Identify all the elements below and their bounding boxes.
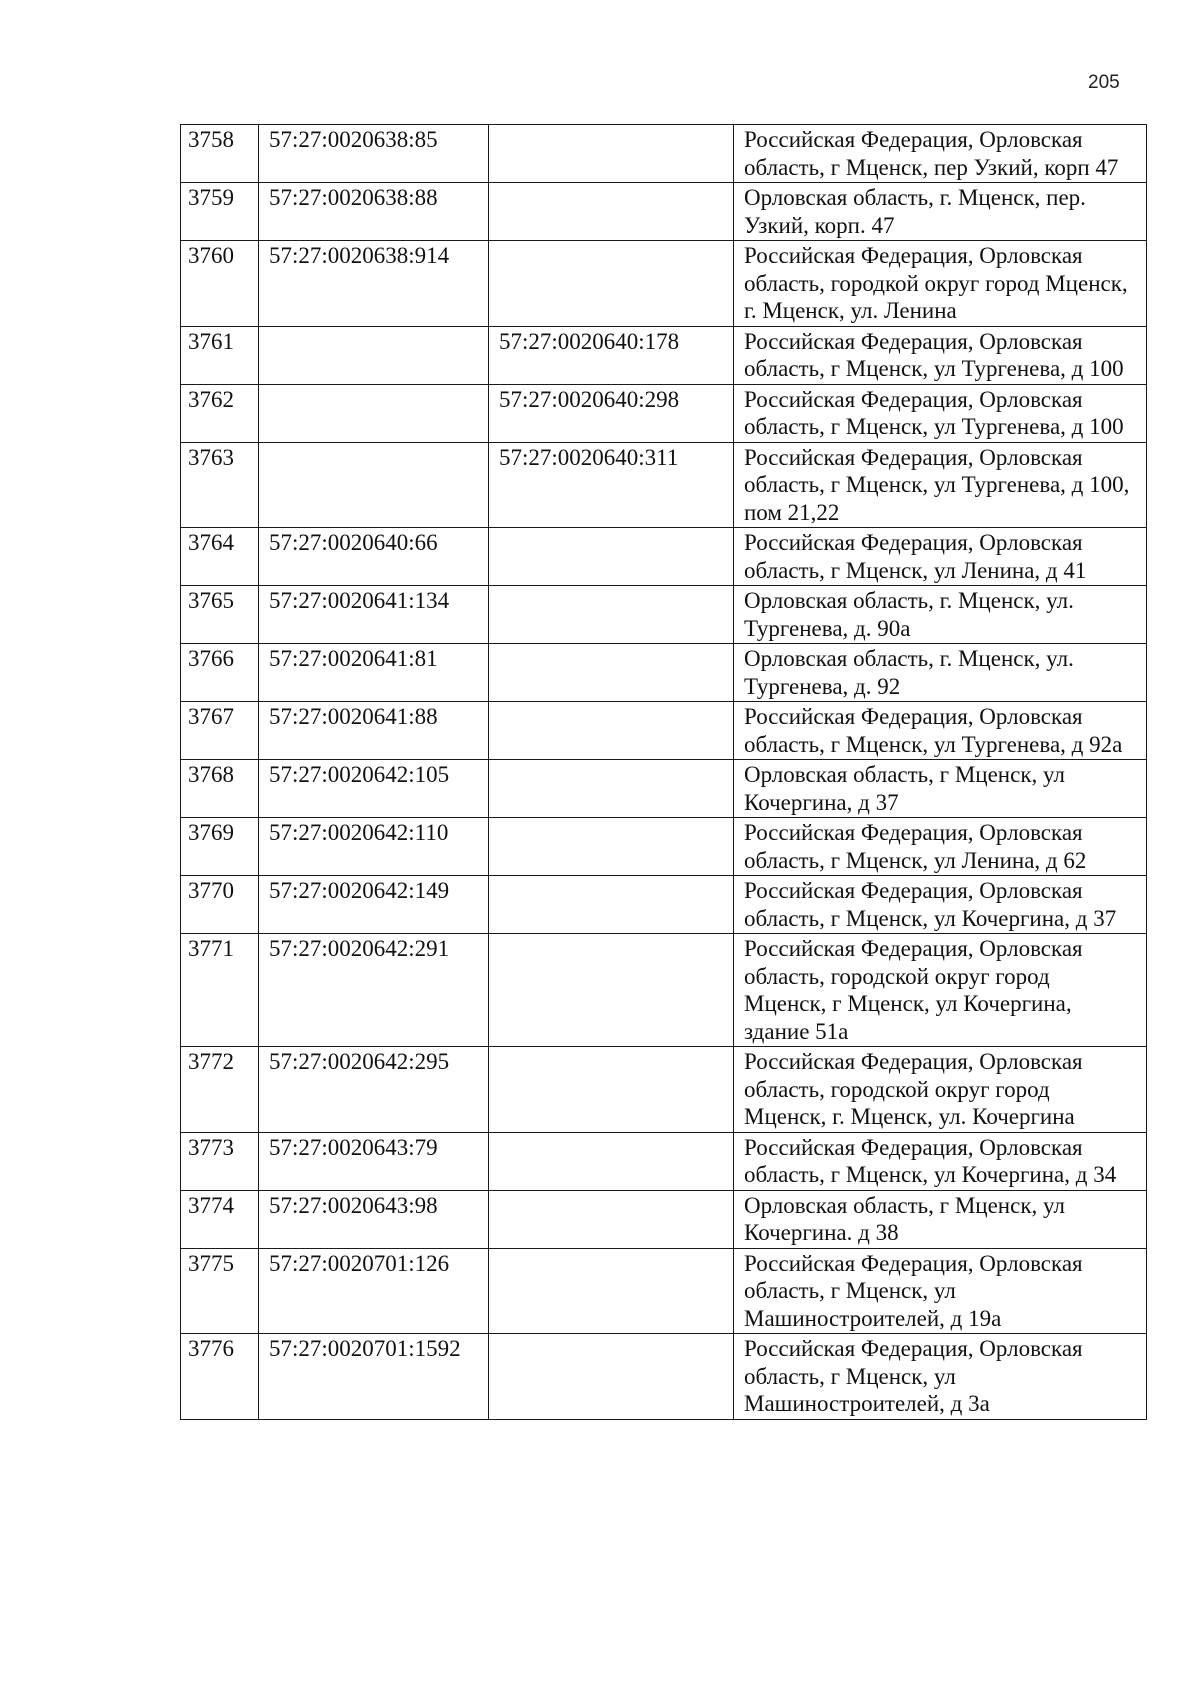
building-cadastral-number-cell xyxy=(489,241,734,327)
table-row xyxy=(181,442,1147,528)
address-cell: Российская Федерация, Орловская область, г Мценск, ул Тургенева, д 100, пом 21,22 xyxy=(734,442,1147,528)
row-number-cell: 3763 xyxy=(181,442,259,528)
row-number-cell: 3760 xyxy=(181,241,259,327)
building-cadastral-number-cell xyxy=(489,1190,734,1248)
address-cell: Российская Федерация, Орловская область, г Мценск, ул Кочергина, д 37 xyxy=(734,876,1147,934)
table-row xyxy=(181,1334,1147,1420)
row-number-cell: 3758 xyxy=(181,125,259,183)
land-cadastral-number-cell xyxy=(259,442,489,528)
building-cadastral-number-cell xyxy=(489,818,734,876)
table-row xyxy=(181,760,1147,818)
land-cadastral-number-cell: 57:27:0020642:149 xyxy=(259,876,489,934)
row-number-cell: 3770 xyxy=(181,876,259,934)
row-number-cell: 3767 xyxy=(181,702,259,760)
table-row xyxy=(181,241,1147,327)
address-cell: Орловская область, г Мценск, ул Кочергина, д 37 xyxy=(734,760,1147,818)
building-cadastral-number-cell: 57:27:0020640:178 xyxy=(489,326,734,384)
table-row xyxy=(181,384,1147,442)
building-cadastral-number-cell: 57:27:0020640:298 xyxy=(489,384,734,442)
table-row xyxy=(181,1190,1147,1248)
land-cadastral-number-cell: 57:27:0020642:291 xyxy=(259,934,489,1047)
table-row xyxy=(181,644,1147,702)
table-row xyxy=(181,1047,1147,1133)
address-cell: Российская Федерация, Орловская область, г Мценск, ул Ленина, д 41 xyxy=(734,528,1147,586)
address-cell: Российская Федерация, Орловская область, г Мценск, ул Ленина, д 62 xyxy=(734,818,1147,876)
address-cell: Орловская область, г Мценск, ул Кочергина. д 38 xyxy=(734,1190,1147,1248)
land-cadastral-number-cell: 57:27:0020642:110 xyxy=(259,818,489,876)
building-cadastral-number-cell xyxy=(489,934,734,1047)
table-row xyxy=(181,702,1147,760)
building-cadastral-number-cell xyxy=(489,1248,734,1334)
row-number-cell: 3773 xyxy=(181,1132,259,1190)
land-cadastral-number-cell: 57:27:0020642:295 xyxy=(259,1047,489,1133)
table-row xyxy=(181,125,1147,183)
address-cell: Российская Федерация, Орловская область, г Мценск, ул Тургенева, д 100 xyxy=(734,384,1147,442)
table-row xyxy=(181,1132,1147,1190)
row-number-cell: 3776 xyxy=(181,1334,259,1420)
land-cadastral-number-cell: 57:27:0020638:85 xyxy=(259,125,489,183)
land-cadastral-number-cell: 57:27:0020641:134 xyxy=(259,586,489,644)
land-cadastral-number-cell: 57:27:0020638:914 xyxy=(259,241,489,327)
row-number-cell: 3769 xyxy=(181,818,259,876)
table-row xyxy=(181,326,1147,384)
building-cadastral-number-cell xyxy=(489,1047,734,1133)
table-row xyxy=(181,183,1147,241)
building-cadastral-number-cell xyxy=(489,644,734,702)
address-cell: Орловская область, г. Мценск, ул. Тургенева, д. 92 xyxy=(734,644,1147,702)
row-number-cell: 3774 xyxy=(181,1190,259,1248)
land-cadastral-number-cell: 57:27:0020641:88 xyxy=(259,702,489,760)
row-number-cell: 3775 xyxy=(181,1248,259,1334)
building-cadastral-number-cell xyxy=(489,876,734,934)
address-cell: Российская Федерация, Орловская область, г Мценск, ул Кочергина, д 34 xyxy=(734,1132,1147,1190)
land-cadastral-number-cell: 57:27:0020638:88 xyxy=(259,183,489,241)
building-cadastral-number-cell xyxy=(489,702,734,760)
address-cell: Российская Федерация, Орловская область, г Мценск, ул Машиностроителей, д 19а xyxy=(734,1248,1147,1334)
address-cell: Орловская область, г. Мценск, пер. Узкий, корп. 47 xyxy=(734,183,1147,241)
land-cadastral-number-cell: 57:27:0020643:79 xyxy=(259,1132,489,1190)
address-cell: Российская Федерация, Орловская область, г Мценск, ул Тургенева, д 92а xyxy=(734,702,1147,760)
address-cell: Российская Федерация, Орловская область, г Мценск, ул Машиностроителей, д 3а xyxy=(734,1334,1147,1420)
address-cell: Орловская область, г. Мценск, ул. Тургенева, д. 90а xyxy=(734,586,1147,644)
building-cadastral-number-cell xyxy=(489,528,734,586)
row-number-cell: 3768 xyxy=(181,760,259,818)
table-row xyxy=(181,934,1147,1047)
building-cadastral-number-cell: 57:27:0020640:311 xyxy=(489,442,734,528)
building-cadastral-number-cell xyxy=(489,1334,734,1420)
building-cadastral-number-cell xyxy=(489,183,734,241)
land-cadastral-number-cell: 57:27:0020640:66 xyxy=(259,528,489,586)
land-cadastral-number-cell: 57:27:0020701:1592 xyxy=(259,1334,489,1420)
register-table xyxy=(180,124,1147,1420)
land-cadastral-number-cell: 57:27:0020642:105 xyxy=(259,760,489,818)
page-number: 205 xyxy=(1088,72,1120,93)
row-number-cell: 3772 xyxy=(181,1047,259,1133)
row-number-cell: 3771 xyxy=(181,934,259,1047)
address-cell: Российская Федерация, Орловская область, городской округ город Мценск, г Мценск, ул Кочергина, здание 51а xyxy=(734,934,1147,1047)
table-row xyxy=(181,876,1147,934)
table-row xyxy=(181,528,1147,586)
land-cadastral-number-cell: 57:27:0020701:126 xyxy=(259,1248,489,1334)
building-cadastral-number-cell xyxy=(489,586,734,644)
building-cadastral-number-cell xyxy=(489,1132,734,1190)
row-number-cell: 3764 xyxy=(181,528,259,586)
building-cadastral-number-cell xyxy=(489,760,734,818)
address-cell: Российская Федерация, Орловская область, г Мценск, ул Тургенева, д 100 xyxy=(734,326,1147,384)
land-cadastral-number-cell: 57:27:0020643:98 xyxy=(259,1190,489,1248)
building-cadastral-number-cell xyxy=(489,125,734,183)
land-cadastral-number-cell xyxy=(259,384,489,442)
land-cadastral-number-cell xyxy=(259,326,489,384)
register-table-body xyxy=(181,125,1147,1420)
row-number-cell: 3759 xyxy=(181,183,259,241)
table-row xyxy=(181,586,1147,644)
row-number-cell: 3766 xyxy=(181,644,259,702)
table-row xyxy=(181,1248,1147,1334)
address-cell: Российская Федерация, Орловская область, городкой округ город Мценск, г. Мценск, ул. Ленина xyxy=(734,241,1147,327)
table-row xyxy=(181,818,1147,876)
row-number-cell: 3762 xyxy=(181,384,259,442)
row-number-cell: 3761 xyxy=(181,326,259,384)
address-cell: Российская Федерация, Орловская область, г Мценск, пер Узкий, корп 47 xyxy=(734,125,1147,183)
address-cell: Российская Федерация, Орловская область, городской округ город Мценск, г. Мценск, ул. Кочергина xyxy=(734,1047,1147,1133)
row-number-cell: 3765 xyxy=(181,586,259,644)
land-cadastral-number-cell: 57:27:0020641:81 xyxy=(259,644,489,702)
